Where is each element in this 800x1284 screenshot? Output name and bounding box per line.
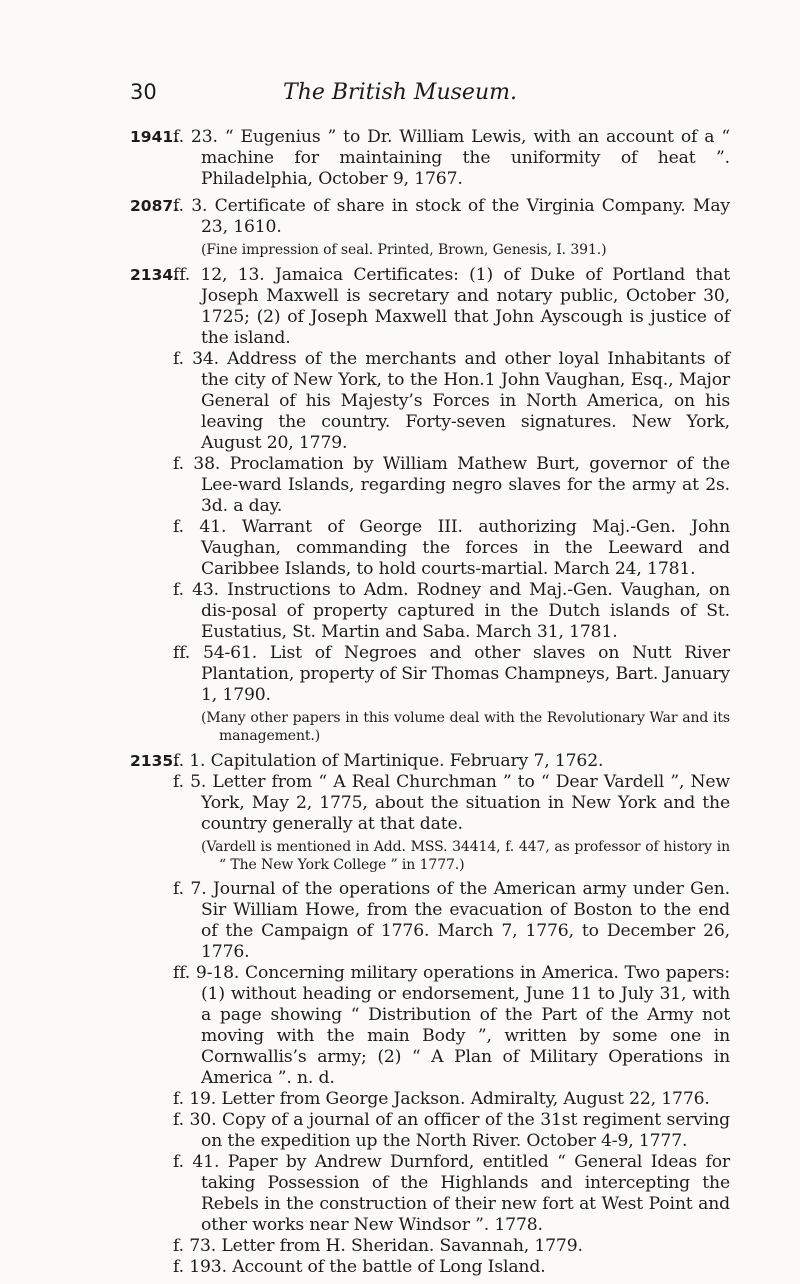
- folio-item: f. 7. Journal of the operations of the American army under Gen. Sir William Howe, from the evacuation of Boston to the end of the Campaign of 1776. March 7, 1776, to December 26, 1776.: [173, 879, 730, 962]
- folio-item: f. 1. Capitulation of Martinique. February 7, 1762.: [173, 751, 604, 771]
- running-title: The British Museum.: [283, 80, 517, 105]
- folio-item: f. 23. “ Eugenius ” to Dr. William Lewis, with an account of a “ machine for maintaining the uniformity of heat ”. Philadelphia, October 9, 1767.: [173, 127, 730, 189]
- folio-item: f. 5. Letter from “ A Real Churchman ” to “ Dear Vardell ”, New York, May 2, 1775, about the situation in New York and the country generally at that date.: [173, 772, 730, 834]
- folio-item: f. 41. Paper by Andrew Durnford, entitled “ General Ideas for taking Possession of the Highlands and intercepting the Rebels in the construction of their new fort at West Point and other works near New Windsor ”. 1778.: [173, 1152, 730, 1235]
- editorial-note: (Many other papers in this volume deal with the Revolutionary War and its management.): [201, 710, 730, 744]
- catalogue-entries: [130, 127, 730, 1284]
- page-number: 30: [130, 80, 157, 104]
- catalogue-entry: [130, 196, 730, 259]
- folio-item: f. 41. Warrant of George III. authorizing Maj.-Gen. John Vaughan, commanding the forces in the Leeward and Caribbee Islands, to hold courts-martial. March 24, 1781.: [173, 517, 730, 579]
- catalogue-entry: [130, 751, 730, 1278]
- folio-item: f. 30. Copy of a journal of an officer of the 31st regiment serving on the expedition up the North River. October 4-9, 1777.: [173, 1110, 730, 1151]
- folio-item: f. 34. Address of the merchants and other loyal Inhabitants of the city of New York, to the Hon.1 John Vaughan, Esq., Major General of his Majesty’s Forces in North America, on his leaving the country. Forty-seven signatures. New York, August 20, 1779.: [173, 349, 730, 453]
- catalogue-entry: [130, 265, 730, 745]
- page-header: [0, 80, 800, 110]
- folio-item: f. 73. Letter from H. Sheridan. Savannah, 1779.: [173, 1236, 583, 1256]
- entry-number: 2135.: [130, 752, 180, 770]
- entry-number: 2134.: [130, 266, 180, 284]
- editorial-note: (Fine impression of seal. Printed, Brown, Genesis, I. 391.): [201, 242, 607, 258]
- folio-item: f. 19. Letter from George Jackson. Admiralty, August 22, 1776.: [173, 1089, 710, 1109]
- folio-item: ff. 54-61. List of Negroes and other slaves on Nutt River Plantation, property of Sir Thomas Champneys, Bart. January 1, 1790.: [173, 643, 730, 705]
- entry-number: 2087.: [130, 197, 180, 215]
- folio-item: ff. 12, 13. Jamaica Certificates: (1) of Duke of Portland that Joseph Maxwell is secretary and notary public, October 30, 1725; (2) of Joseph Maxwell that John Ayscough is justice of the island.: [173, 265, 730, 348]
- catalogue-entry: [130, 127, 730, 190]
- folio-item: f. 193. Account of the battle of Long Island.: [173, 1257, 546, 1277]
- folio-item: f. 3. Certificate of share in stock of the Virginia Company. May 23, 1610.: [173, 196, 730, 237]
- entry-number: 1941.: [130, 128, 180, 146]
- editorial-note: (Vardell is mentioned in Add. MSS. 34414, f. 447, as professor of history in “ The New York College ” in 1777.): [201, 839, 730, 873]
- folio-item: ff. 9-18. Concerning military operations in America. Two papers: (1) without heading or endorsement, June 11 to July 31, with a page showing “ Distribution of the Part of the Army not moving with the main Body ”, written by some one in Cornwallis’s army; (2) “ A Plan of Military Operations in America ”. n. d.: [173, 963, 730, 1088]
- folio-item: f. 38. Proclamation by William Mathew Burt, governor of the Lee-ward Islands, regarding negro slaves for the army at 2s. 3d. a day.: [173, 454, 730, 516]
- folio-item: f. 43. Instructions to Adm. Rodney and Maj.-Gen. Vaughan, on dis-posal of property captured in the Dutch islands of St. Eustatius, St. Martin and Saba. March 31, 1781.: [173, 580, 730, 642]
